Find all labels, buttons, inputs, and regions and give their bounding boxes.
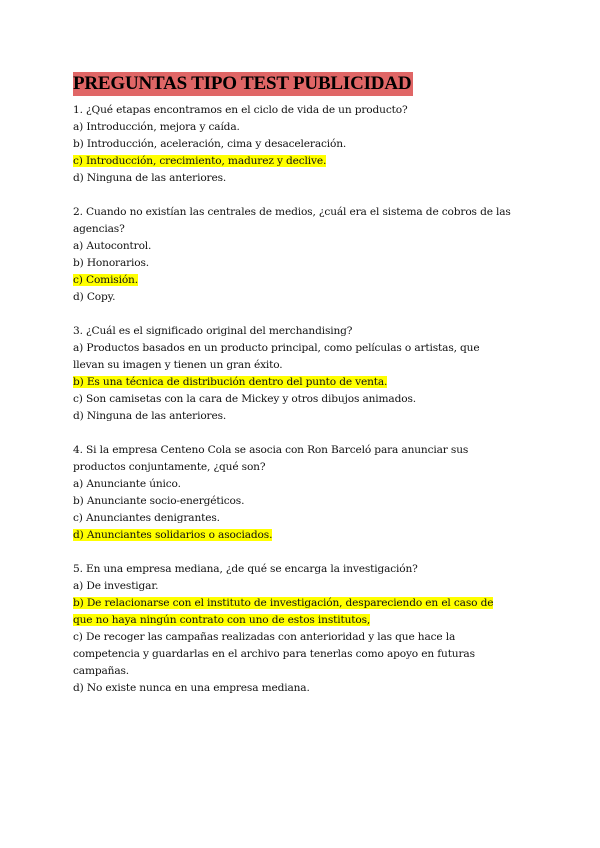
question-block-3 bbox=[73, 323, 533, 425]
highlighted-answer: d) Anunciantes solidarios o asociados. bbox=[73, 529, 273, 541]
line-text: agencias? bbox=[73, 223, 125, 235]
line-text: campañas. bbox=[73, 665, 129, 677]
line-text: 4. Si la empresa Centeno Cola se asocia con Ron Barceló para anunciar sus bbox=[73, 444, 469, 456]
question-block-2 bbox=[73, 204, 533, 306]
highlighted-answer: que no haya ningún contrato con uno de estos institutos, bbox=[73, 614, 371, 626]
question-text bbox=[73, 442, 533, 459]
question-text bbox=[73, 323, 533, 340]
line-text: c) De recoger las campañas realizadas con anterioridad y las que hace la bbox=[73, 631, 456, 643]
question-line bbox=[73, 646, 533, 663]
line-text: 1. ¿Qué etapas encontramos en el ciclo de vida de un producto? bbox=[73, 104, 408, 116]
question-line bbox=[73, 153, 533, 170]
highlighted-answer: c) Comisión. bbox=[73, 274, 138, 286]
question-line bbox=[73, 136, 533, 153]
highlighted-answer: c) Introducción, crecimiento, madurez y declive. bbox=[73, 155, 327, 167]
line-text: d) No existe nunca en una empresa mediana. bbox=[73, 682, 310, 694]
question-line bbox=[73, 493, 533, 510]
question-line bbox=[73, 680, 533, 697]
question-block-4 bbox=[73, 442, 533, 544]
line-text: 5. En una empresa mediana, ¿de qué se encarga la investigación? bbox=[73, 563, 418, 575]
question-line bbox=[73, 527, 533, 544]
question-line bbox=[73, 408, 533, 425]
highlighted-answer: b) Es una técnica de distribución dentro del punto de venta. bbox=[73, 376, 388, 388]
line-text: b) Anunciante socio-energéticos. bbox=[73, 495, 245, 507]
line-text: 3. ¿Cuál es el significado original del merchandising? bbox=[73, 325, 353, 337]
question-line bbox=[73, 357, 533, 374]
question-line bbox=[73, 476, 533, 493]
question-line bbox=[73, 289, 533, 306]
line-text: a) Productos basados en un producto principal, como películas o artistas, que bbox=[73, 342, 480, 354]
question-line bbox=[73, 629, 533, 646]
line-text: competencia y guardarlas en el archivo para tenerlas como apoyo en futuras bbox=[73, 648, 475, 660]
line-text: d) Copy. bbox=[73, 291, 116, 303]
question-line bbox=[73, 374, 533, 391]
question-line bbox=[73, 510, 533, 527]
line-text: a) De investigar. bbox=[73, 580, 159, 592]
question-line bbox=[73, 272, 533, 289]
question-line bbox=[73, 391, 533, 408]
question-line bbox=[73, 663, 533, 680]
highlighted-answer: b) De relacionarse con el instituto de investigación, despareciendo en el caso de bbox=[73, 597, 494, 609]
line-text: a) Anunciante único. bbox=[73, 478, 181, 490]
line-text: productos conjuntamente, ¿qué son? bbox=[73, 461, 266, 473]
document-content bbox=[73, 72, 533, 714]
question-text bbox=[73, 204, 533, 221]
question-line bbox=[73, 578, 533, 595]
line-text: c) Son camisetas con la cara de Mickey y otros dibujos animados. bbox=[73, 393, 416, 405]
line-text: a) Introducción, mejora y caída. bbox=[73, 121, 240, 133]
line-text: a) Autocontrol. bbox=[73, 240, 152, 252]
line-text: b) Introducción, aceleración, cima y desaceleración. bbox=[73, 138, 347, 150]
line-text: b) Honorarios. bbox=[73, 257, 150, 269]
question-line bbox=[73, 238, 533, 255]
question-line bbox=[73, 459, 533, 476]
question-line bbox=[73, 255, 533, 272]
question-line bbox=[73, 221, 533, 238]
line-text: d) Ninguna de las anteriores. bbox=[73, 172, 227, 184]
line-text: 2. Cuando no existían las centrales de medios, ¿cuál era el sistema de cobros de las bbox=[73, 206, 511, 218]
line-text: llevan su imagen y tienen un gran éxito. bbox=[73, 359, 283, 371]
question-line bbox=[73, 612, 533, 629]
line-text: d) Ninguna de las anteriores. bbox=[73, 410, 227, 422]
question-block-5 bbox=[73, 561, 533, 697]
question-line bbox=[73, 595, 533, 612]
question-block-1 bbox=[73, 102, 533, 187]
question-text bbox=[73, 102, 533, 119]
question-line bbox=[73, 340, 533, 357]
question-text bbox=[73, 561, 533, 578]
question-line bbox=[73, 170, 533, 187]
question-list bbox=[73, 102, 533, 697]
line-text: c) Anunciantes denigrantes. bbox=[73, 512, 220, 524]
document-title: PREGUNTAS TIPO TEST PUBLICIDAD bbox=[73, 73, 412, 94]
question-line bbox=[73, 119, 533, 136]
